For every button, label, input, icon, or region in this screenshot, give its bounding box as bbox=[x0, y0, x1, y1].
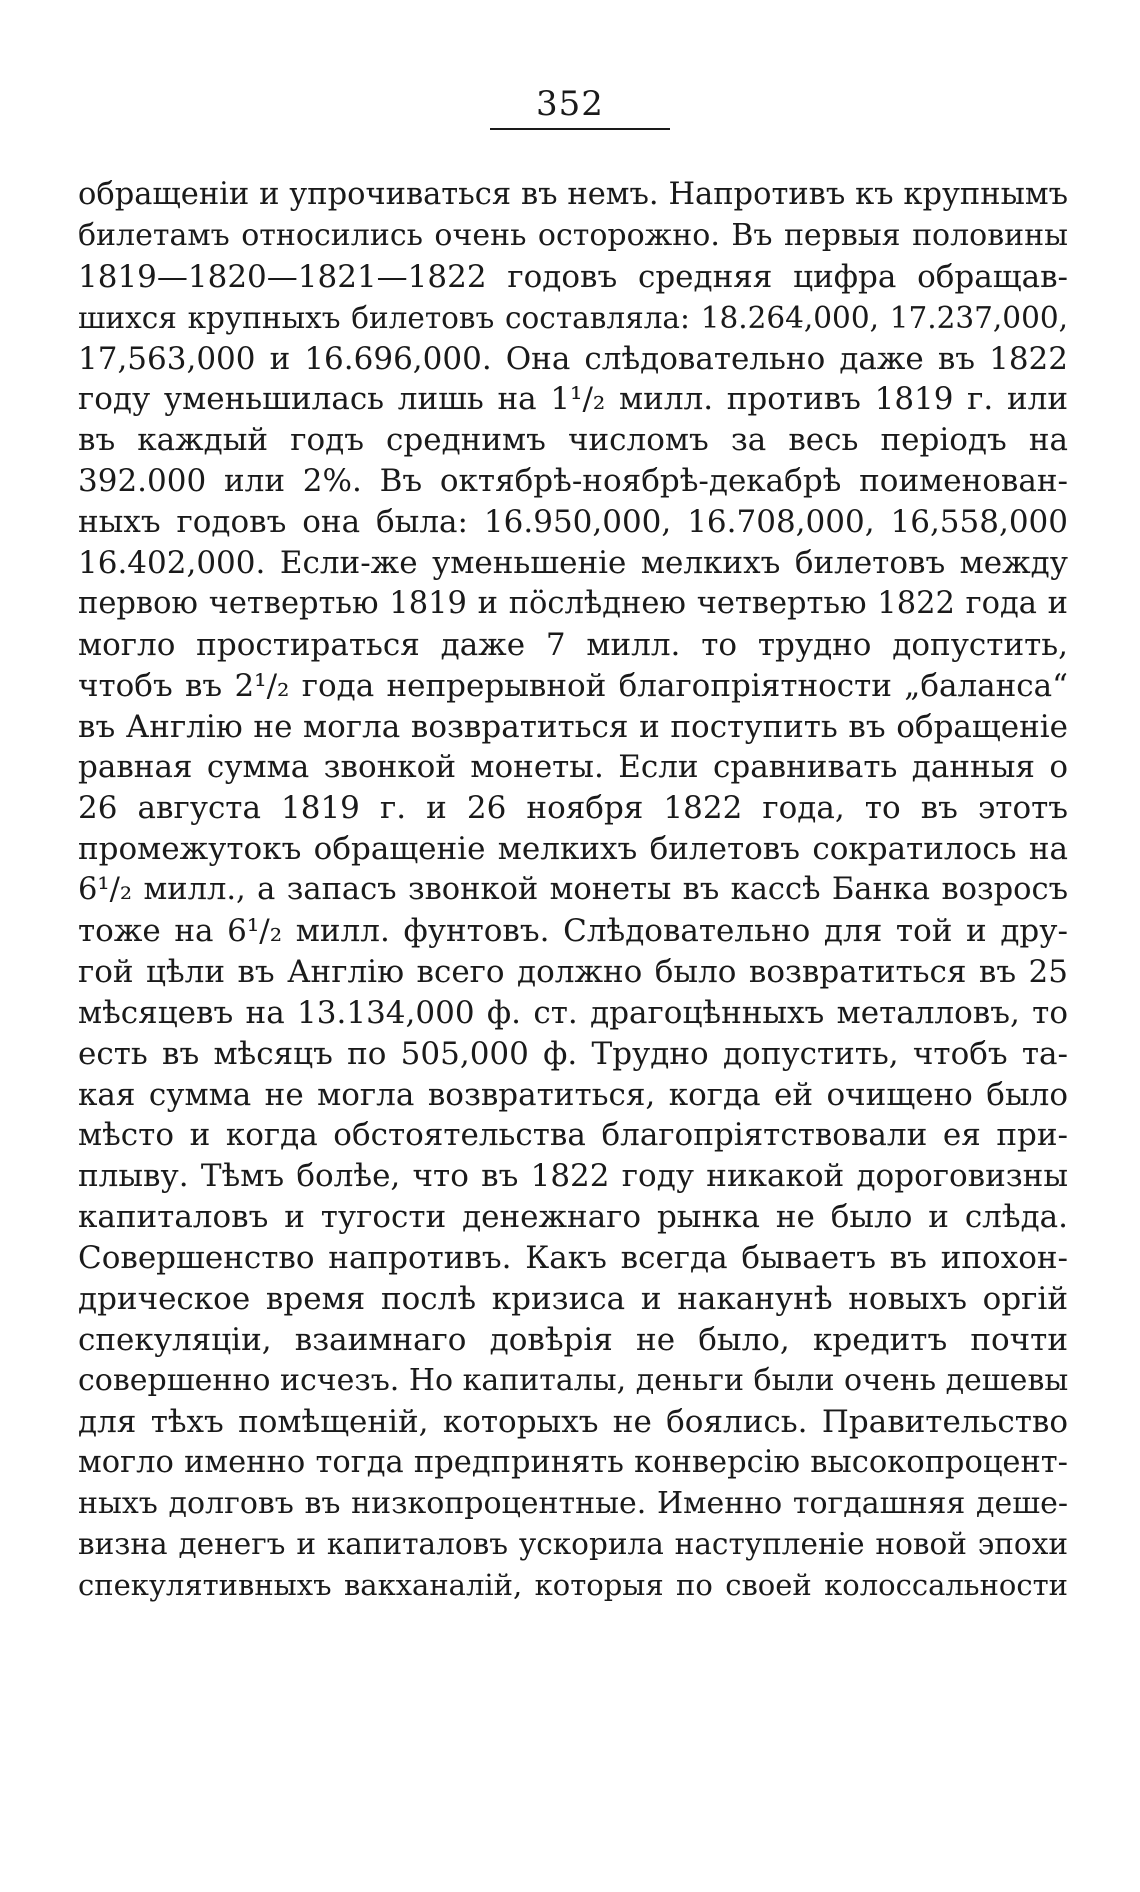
text-line: шихся крупныхъ билетовъ составляла: 18.264,000, 17.237,000, bbox=[78, 300, 1068, 335]
text-line: Совершенство напротивъ. Какъ всегда бываетъ въ ипохон- bbox=[78, 1240, 1068, 1277]
text-line: билетамъ относились очень осторожно. Въ первыя половины bbox=[78, 217, 1068, 253]
text-line: 26 августа 1819 г. и 26 ноября 1822 года, то въ этотъ bbox=[78, 790, 1068, 827]
text-line: спекуляцiи, взаимнаго довѣрiя не было, кредитъ почти bbox=[78, 1321, 1068, 1358]
text-line: визна денегъ и капиталовъ ускорила наступленiе новой эпохи bbox=[78, 1527, 1068, 1562]
text-line: капиталовъ и тугости денежнаго рынка не было и слѣда. bbox=[78, 1199, 1068, 1236]
text-line: чтобъ въ 2¹/₂ года непрерывной благопрiятности „баланса“ bbox=[78, 667, 1068, 704]
text-line: гой цѣли въ Англiю всего должно было возвратиться въ 25 bbox=[78, 953, 1068, 990]
text-line: ныхъ долговъ въ низкопроцентные. Именно тогдашняя деше- bbox=[78, 1485, 1068, 1521]
text-line: есть въ мѣсяцъ по 505,000 ф. Трудно допустить, чтобъ та- bbox=[78, 1035, 1068, 1072]
text-line: тоже на 6¹/₂ милл. фунтовъ. Слѣдовательно для той и дру- bbox=[78, 913, 1068, 950]
header-rule bbox=[490, 128, 670, 130]
text-line: промежутокъ обращенiе мелкихъ билетовъ сократилось на bbox=[78, 831, 1068, 868]
text-line: кая сумма не могла возвратиться, когда ей очищено было bbox=[78, 1076, 1068, 1113]
text-line: 16.402,000. Если-же уменьшенiе мелкихъ билетовъ между bbox=[78, 545, 1068, 582]
text-line: равная сумма звонкой монеты. Если сравнивать данныя о bbox=[78, 749, 1068, 786]
text-line: 17,563,000 и 16.696,000. Она слѣдовательно даже въ 1822 bbox=[78, 340, 1068, 377]
text-line: могло простираться даже͏ 7 милл. то трудно допустить, bbox=[78, 626, 1068, 663]
text-line: въ Англiю не могла возвратиться и поступить въ обращенiе bbox=[78, 708, 1068, 745]
text-line: плыву. Тѣмъ болѣе, что въ 1822 году никакой дороговизны bbox=[78, 1158, 1068, 1195]
text-line: мѣсяцевъ на 13.134,000 ф. ст. драгоцѣнныхъ металловъ, то bbox=[78, 994, 1068, 1031]
text-line: ныхъ годовъ она была: 16.950,000, 16.708,000, 16,558,000 bbox=[78, 504, 1068, 541]
text-line: для тѣхъ помѣщенiй, которыхъ не боялись. Правительство bbox=[78, 1403, 1068, 1440]
text-line: могло именно тогда предпринять конверсiю высокопроцент- bbox=[78, 1444, 1068, 1480]
text-line: 1819—1820—1821—1822 годовъ средняя цифра обращав- bbox=[78, 258, 1068, 295]
text-line: дрическое время послѣ кризиса и наканунѣ новыхъ оргiй bbox=[78, 1281, 1068, 1318]
body-text bbox=[78, 175, 1068, 1606]
page-number: 352 bbox=[536, 84, 604, 124]
text-line: году уменьшилась лишь на 1¹/₂ милл. противъ 1819 г. или bbox=[78, 381, 1068, 418]
text-line: 6¹/₂ милл., а запасъ звонкой монеты въ кассѣ Банка возросъ bbox=[78, 872, 1068, 908]
text-line: мѣсто и когда обстоятельства благопрiятствовали ея при- bbox=[78, 1117, 1068, 1154]
text-line: совершенно исчезъ. Но капиталы, деньги были очень дешевы bbox=[78, 1362, 1068, 1398]
text-line: первою четвертью 1819 и по͏̈слѣднею четвертью 1822 года и bbox=[78, 585, 1068, 621]
text-line: въ каждый годъ среднимъ числомъ за весь перiодъ на bbox=[78, 422, 1068, 459]
text-line: 392.000 или 2%. Въ октябрѣ-ноябрѣ-декабрѣ поименован- bbox=[78, 463, 1068, 500]
text-line: обращенiи и упрочиваться въ немъ. Напротивъ къ крупнымъ bbox=[78, 177, 1068, 212]
text-line: спекулятивныхъ вакханалiй, которыя по своей колоссальности bbox=[78, 1568, 1068, 1603]
